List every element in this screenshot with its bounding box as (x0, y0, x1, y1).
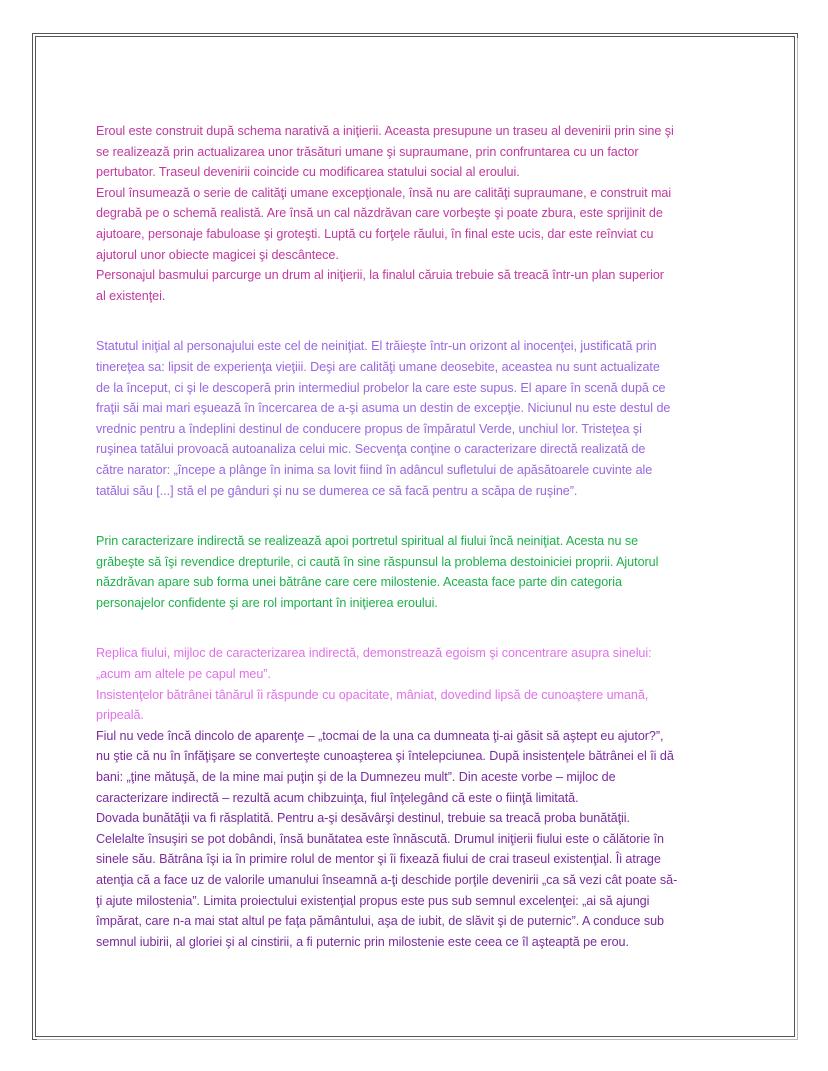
text-line: Fiul nu vede încă dincolo de aparenţe – „tocmai de la una ca dumneata ţi-ai găsit să aştept eu ajutor?”, (96, 728, 664, 743)
text-line: sinele său. Bătrâna îşi ia în primire rolul de mentor şi îi fixează fiului de crai traseul existenţial. Îi atrage (96, 852, 661, 867)
text-line: caracterizare indirectă – rezultă acum chibzuinţa, fiul înţelegând că este o fiinţă limitată. (96, 790, 579, 805)
page-border-frame (32, 33, 798, 1040)
text-line: tinereţea sa: lipsit de experienţa vieţiii. Deşi are calităţi umane deosebite, aceastea nu sunt actualizate (96, 359, 660, 374)
text-line: grăbeşte să îşi revendice drepturile, ci caută în sine răspunsul la problema destoiniciei proprii. Ajutorul (96, 554, 659, 569)
text-line: ţi ajute milostenia”. Limita proiectului existenţial propus este pus sub semnul excelenţei: „ai să ajungi (96, 893, 650, 908)
text-line: atenţia că a face uz de valorile umanului înseamnă a-ţi deschide porţile devenirii „ca să vezi cât poate să- (96, 873, 678, 887)
text-line: Eroul însumează o serie de calităţi umane excepţionale, însă nu are calităţi supraumane, e construit mai (96, 185, 672, 200)
text-line: Replica fiului, mijloc de caracterizarea indirectă, demonstrează egoism şi concentrare asupra sinelui: (96, 646, 652, 661)
paragraph-kindness-trial (96, 726, 746, 953)
text-line: ajutorul unor obiecte magicei şi descântece. (96, 247, 339, 262)
text-line: pripeală. (96, 708, 144, 723)
text-line: pertubator. Traseul devenirii coincide cu modificarea statului social al eroului. (96, 165, 520, 180)
paragraph-spacer (96, 613, 746, 643)
text-line: semnul iubirii, al gloriei şi al cinstirii, a fi puternic prin milostenie este ceea ce îl aşteaptă pe erou. (96, 934, 629, 949)
text-line: Dovada bunătăţii va fi răsplatită. Pentru a-şi desăvârşi destinul, trebuie sa treacă proba bunătăţii. (96, 811, 630, 826)
text-line: năzdrăvan apare sub forma unei bătrâne care cere milostenie. Aceasta face parte din categoria (96, 575, 623, 590)
text-line: împărat, care n-a mai stat altul pe faţa pământului, aşa de iubit, de slăvit şi de puternic”. A conduce sub (96, 914, 664, 929)
paragraph-spacer (96, 306, 746, 336)
paragraph-spacer (96, 501, 746, 531)
text-line: al existenţei. (96, 288, 166, 303)
document-body (96, 121, 746, 952)
paragraph-hero-construction (96, 121, 746, 306)
text-line: ajutoare, personaje fabuloase şi groteşti. Luptă cu forţele răului, în final este ucis, dar este reînviat cu (96, 226, 654, 241)
text-line: către narator: „începe a plânge în inima sa lovit fiind în adâncul sufletului de apăsătoarele cuvinte ale (96, 462, 653, 477)
text-line: Personajul basmului parcurge un drum al iniţierii, la finalul căruia trebuie să treacă într-un plan superior (96, 268, 664, 283)
text-line: fraţii săi mai mari eşuează în încercarea de a-şi asuma un destin de excepţie. Niciunul nu este destul de (96, 401, 671, 416)
text-line: Statutul iniţial al personajului este cel de neiniţiat. El trăieşte într-un orizont al inocenţei, justificată prin (96, 339, 657, 354)
paragraph-initial-status (96, 336, 746, 501)
paragraph-indirect-characterization (96, 531, 746, 613)
text-line: tatălui său [...] stă el pe gânduri şi nu se dumerea ce să facă pentru a scăpa de ruşine”. (96, 483, 578, 498)
text-line: Celelalte însuşiri se pot dobândi, însă bunătatea este înnăscută. Drumul iniţierii fiului este o călătorie în (96, 831, 664, 846)
text-line: Insistenţelor bătrânei tânărul îi răspunde cu opacitate, mâniat, dovedind lipsă de cunoaştere umană, (96, 687, 649, 702)
text-line: de la început, ci şi le descoperă prin intermediul probelor la care este supus. El apare în scenă după ce (96, 380, 666, 395)
text-line: Eroul este construit după schema narativă a iniţierii. Aceasta presupune un traseu al devenirii prin sine şi (96, 124, 674, 138)
text-line: degrabă pe o schemă realistă. Are însă un cal năzdrăvan care vorbeşte şi poate zbura, este sprijinit de (96, 206, 663, 221)
text-line: Prin caracterizare indirectă se realizează apoi portretul spiritual al fiului încă neiniţiat. Acesta nu se (96, 534, 639, 549)
text-line: se realizează prin actualizarea unor trăsături umane şi supraumane, prin confruntarea cu un factor (96, 144, 639, 159)
text-line: „acum am altele pe capul meu”. (96, 667, 271, 682)
text-line: personajelor confidente şi are rol important în iniţierea eroului. (96, 595, 438, 610)
paragraph-son-reply (96, 643, 746, 725)
text-line: vrednic pentru a îndeplini destinul de conducere propus de împăratul Verde, unchiul lor. Tristeţea şi (96, 421, 642, 436)
text-line: bani: „ţine mătuşă, de la mine mai puţin şi de la Dumnezeu mult”. Din aceste vorbe – mijloc de (96, 770, 616, 785)
text-line: ruşinea tatălui provoacă autoanaliza celui mic. Secvenţa conţine o caracterizare directă realizată de (96, 442, 646, 457)
text-line: nu ştie că nu în înfăţişare se converteşte cunoaşterea şi întelepciunea. După insistenţele bătrânei el îi dă (96, 749, 674, 764)
